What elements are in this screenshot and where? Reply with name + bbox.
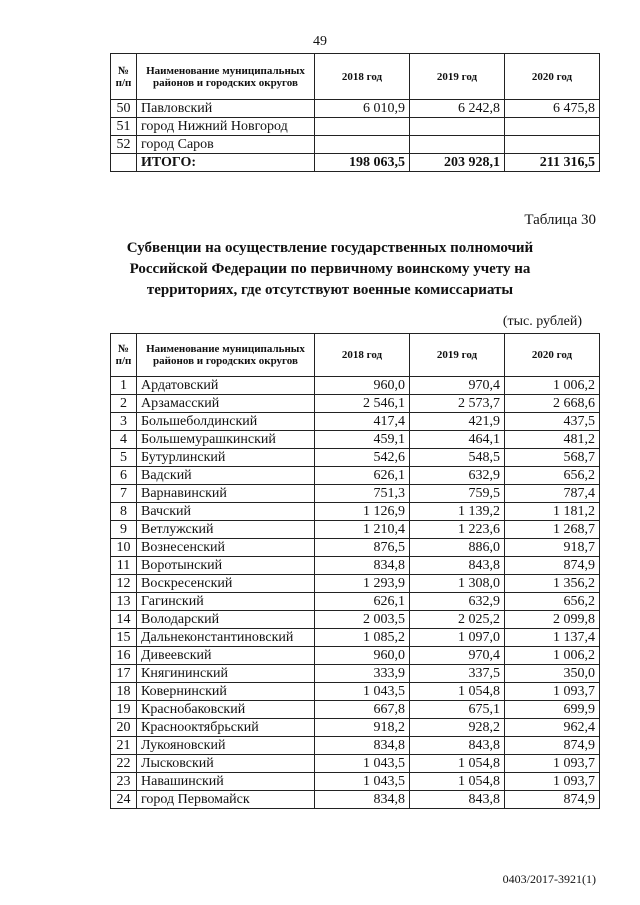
- table-row: [111, 431, 600, 449]
- row-number: 11: [111, 557, 137, 575]
- value-2018: 6 010,9: [315, 100, 410, 118]
- value-2020: 350,0: [505, 665, 600, 683]
- table-body: [111, 100, 600, 172]
- row-number: 12: [111, 575, 137, 593]
- value-2020: 1 093,7: [505, 773, 600, 791]
- table-row: [111, 665, 600, 683]
- table-header-row: [111, 54, 600, 100]
- value-2019: 843,8: [410, 791, 505, 809]
- page-number: 49: [313, 34, 327, 49]
- row-number: 6: [111, 467, 137, 485]
- value-2020: 1 006,2: [505, 377, 600, 395]
- value-2018: [315, 136, 410, 154]
- row-number: 7: [111, 485, 137, 503]
- district-name: Арзамасский: [137, 395, 315, 413]
- row-number: 9: [111, 521, 137, 539]
- value-2019: 1 308,0: [410, 575, 505, 593]
- district-name: Воскресенский: [137, 575, 315, 593]
- table-row: [111, 521, 600, 539]
- value-2018: 626,1: [315, 593, 410, 611]
- value-2018: 1 293,9: [315, 575, 410, 593]
- value-2019: 1 097,0: [410, 629, 505, 647]
- district-name: Княгининский: [137, 665, 315, 683]
- table-row: [111, 449, 600, 467]
- value-2020: 1 093,7: [505, 755, 600, 773]
- value-2020: 2 668,6: [505, 395, 600, 413]
- table-row: [111, 611, 600, 629]
- row-number: 17: [111, 665, 137, 683]
- district-name: Дивеевский: [137, 647, 315, 665]
- value-2018: 960,0: [315, 647, 410, 665]
- table-30: [110, 333, 600, 809]
- value-2018: 1 210,4: [315, 521, 410, 539]
- table-row: [111, 118, 600, 136]
- value-2019: [410, 118, 505, 136]
- document-code: 0403/2017-3921(1): [502, 872, 596, 886]
- value-2018: 333,9: [315, 665, 410, 683]
- value-2019: 2 573,7: [410, 395, 505, 413]
- row-number: 24: [111, 791, 137, 809]
- value-2020: 1 356,2: [505, 575, 600, 593]
- value-2018: 1 043,5: [315, 683, 410, 701]
- total-label: ИТОГО:: [137, 154, 315, 172]
- row-number: 3: [111, 413, 137, 431]
- district-name: Вознесенский: [137, 539, 315, 557]
- value-2018: 1 043,5: [315, 773, 410, 791]
- header-2018: 2018 год: [315, 54, 410, 100]
- row-number: 23: [111, 773, 137, 791]
- value-2020: 874,9: [505, 557, 600, 575]
- row-number: 15: [111, 629, 137, 647]
- header-2019: 2019 год: [410, 54, 505, 100]
- row-number: 10: [111, 539, 137, 557]
- district-name: Дальнеконстантиновский: [137, 629, 315, 647]
- district-name: Навашинский: [137, 773, 315, 791]
- value-2020: 2 099,8: [505, 611, 600, 629]
- value-2020: 656,2: [505, 467, 600, 485]
- table-label: Таблица 30: [524, 212, 596, 228]
- table-row: [111, 647, 600, 665]
- district-name: Краснобаковский: [137, 701, 315, 719]
- row-number: 13: [111, 593, 137, 611]
- value-2019: 1 054,8: [410, 683, 505, 701]
- value-2018: 876,5: [315, 539, 410, 557]
- value-2020: 656,2: [505, 593, 600, 611]
- value-2018: 834,8: [315, 737, 410, 755]
- district-name: город Саров: [137, 136, 315, 154]
- value-2020: [505, 136, 600, 154]
- row-number: 52: [111, 136, 137, 154]
- table-row: [111, 395, 600, 413]
- table-row: [111, 755, 600, 773]
- value-2018: 1 043,5: [315, 755, 410, 773]
- value-2019: 1 054,8: [410, 773, 505, 791]
- total-blank-cell: [111, 154, 137, 172]
- value-2018: [315, 118, 410, 136]
- value-2019: 759,5: [410, 485, 505, 503]
- value-2018: 417,4: [315, 413, 410, 431]
- value-2018: 960,0: [315, 377, 410, 395]
- value-2019: [410, 136, 505, 154]
- row-number: 22: [111, 755, 137, 773]
- table-row: [111, 467, 600, 485]
- table-row: [111, 413, 600, 431]
- table-row: [111, 557, 600, 575]
- table-row: [111, 737, 600, 755]
- value-2019: 970,4: [410, 377, 505, 395]
- value-2019: 421,9: [410, 413, 505, 431]
- value-2020: 787,4: [505, 485, 600, 503]
- district-name: Вачский: [137, 503, 315, 521]
- row-number: 19: [111, 701, 137, 719]
- row-number: 4: [111, 431, 137, 449]
- table-row: [111, 575, 600, 593]
- value-2020: 1 006,2: [505, 647, 600, 665]
- table-row: [111, 136, 600, 154]
- total-row: [111, 154, 600, 172]
- value-2020: 874,9: [505, 791, 600, 809]
- table-row: [111, 593, 600, 611]
- district-name: Краснооктябрьский: [137, 719, 315, 737]
- district-name: Варнавинский: [137, 485, 315, 503]
- district-name: Павловский: [137, 100, 315, 118]
- total-2018: 198 063,5: [315, 154, 410, 172]
- row-number: 1: [111, 377, 137, 395]
- value-2019: 2 025,2: [410, 611, 505, 629]
- value-2018: 626,1: [315, 467, 410, 485]
- table-row: [111, 503, 600, 521]
- row-number: 51: [111, 118, 137, 136]
- header-2019: 2019 год: [410, 334, 505, 377]
- row-number: 18: [111, 683, 137, 701]
- table-row: [111, 485, 600, 503]
- table-row: [111, 539, 600, 557]
- value-2019: 928,2: [410, 719, 505, 737]
- district-name: город Первомайск: [137, 791, 315, 809]
- row-number: 16: [111, 647, 137, 665]
- table-continuation: [110, 53, 600, 172]
- district-name: Вадский: [137, 467, 315, 485]
- district-name: Большемурашкинский: [137, 431, 315, 449]
- value-2019: 632,9: [410, 593, 505, 611]
- row-number: 14: [111, 611, 137, 629]
- value-2019: 675,1: [410, 701, 505, 719]
- value-2020: 1 268,7: [505, 521, 600, 539]
- table-row: [111, 683, 600, 701]
- value-2019: 843,8: [410, 557, 505, 575]
- district-name: Лысковский: [137, 755, 315, 773]
- value-2018: 459,1: [315, 431, 410, 449]
- district-name: Бутурлинский: [137, 449, 315, 467]
- value-2020: 874,9: [505, 737, 600, 755]
- value-2019: 464,1: [410, 431, 505, 449]
- value-2018: 667,8: [315, 701, 410, 719]
- district-name: Большеболдинский: [137, 413, 315, 431]
- district-name: Ветлужский: [137, 521, 315, 539]
- header-2020: 2020 год: [505, 54, 600, 100]
- district-name: город Нижний Новгород: [137, 118, 315, 136]
- header-num: № п/п: [111, 54, 137, 100]
- value-2020: 1 181,2: [505, 503, 600, 521]
- table-header-row: [111, 334, 600, 377]
- district-name: Ковернинский: [137, 683, 315, 701]
- value-2018: 834,8: [315, 791, 410, 809]
- district-name: Гагинский: [137, 593, 315, 611]
- table-row: [111, 719, 600, 737]
- table-row: [111, 377, 600, 395]
- value-2020: 1 093,7: [505, 683, 600, 701]
- table-row: [111, 100, 600, 118]
- value-2020: 1 137,4: [505, 629, 600, 647]
- district-name: Воротынский: [137, 557, 315, 575]
- total-2020: 211 316,5: [505, 154, 600, 172]
- total-2019: 203 928,1: [410, 154, 505, 172]
- value-2020: 437,5: [505, 413, 600, 431]
- row-number: 21: [111, 737, 137, 755]
- district-name: Ардатовский: [137, 377, 315, 395]
- header-name: Наименование муниципальных районов и городских округов: [137, 54, 315, 100]
- row-number: 20: [111, 719, 137, 737]
- value-2019: 632,9: [410, 467, 505, 485]
- value-2018: 918,2: [315, 719, 410, 737]
- district-name: Лукояновский: [137, 737, 315, 755]
- value-2018: 834,8: [315, 557, 410, 575]
- value-2019: 1 054,8: [410, 755, 505, 773]
- table-row: [111, 629, 600, 647]
- table-row: [111, 773, 600, 791]
- district-name: Володарский: [137, 611, 315, 629]
- table-row: [111, 701, 600, 719]
- table-body: [111, 377, 600, 809]
- header-2020: 2020 год: [505, 334, 600, 377]
- value-2019: 337,5: [410, 665, 505, 683]
- value-2018: 1 126,9: [315, 503, 410, 521]
- value-2019: 886,0: [410, 539, 505, 557]
- header-2018: 2018 год: [315, 334, 410, 377]
- value-2020: 481,2: [505, 431, 600, 449]
- value-2020: [505, 118, 600, 136]
- table-row: [111, 791, 600, 809]
- header-name: Наименование муниципальных районов и городских округов: [137, 334, 315, 377]
- value-2020: 699,9: [505, 701, 600, 719]
- value-2019: 843,8: [410, 737, 505, 755]
- value-2018: 2 003,5: [315, 611, 410, 629]
- value-2019: 548,5: [410, 449, 505, 467]
- value-2020: 918,7: [505, 539, 600, 557]
- value-2019: 1 139,2: [410, 503, 505, 521]
- units-label: (тыс. рублей): [502, 314, 582, 329]
- value-2019: 1 223,6: [410, 521, 505, 539]
- row-number: 5: [111, 449, 137, 467]
- value-2020: 6 475,8: [505, 100, 600, 118]
- value-2018: 1 085,2: [315, 629, 410, 647]
- value-2020: 568,7: [505, 449, 600, 467]
- row-number: 8: [111, 503, 137, 521]
- row-number: 2: [111, 395, 137, 413]
- value-2018: 751,3: [315, 485, 410, 503]
- value-2018: 542,6: [315, 449, 410, 467]
- table-title: Субвенции на осуществление государственных полномочий Российской Федерации по первичному воинскому учету на территориях, где отсутствуют военные комиссариаты: [126, 240, 534, 298]
- header-num: № п/п: [111, 334, 137, 377]
- value-2020: 962,4: [505, 719, 600, 737]
- value-2019: 970,4: [410, 647, 505, 665]
- value-2018: 2 546,1: [315, 395, 410, 413]
- value-2019: 6 242,8: [410, 100, 505, 118]
- row-number: 50: [111, 100, 137, 118]
